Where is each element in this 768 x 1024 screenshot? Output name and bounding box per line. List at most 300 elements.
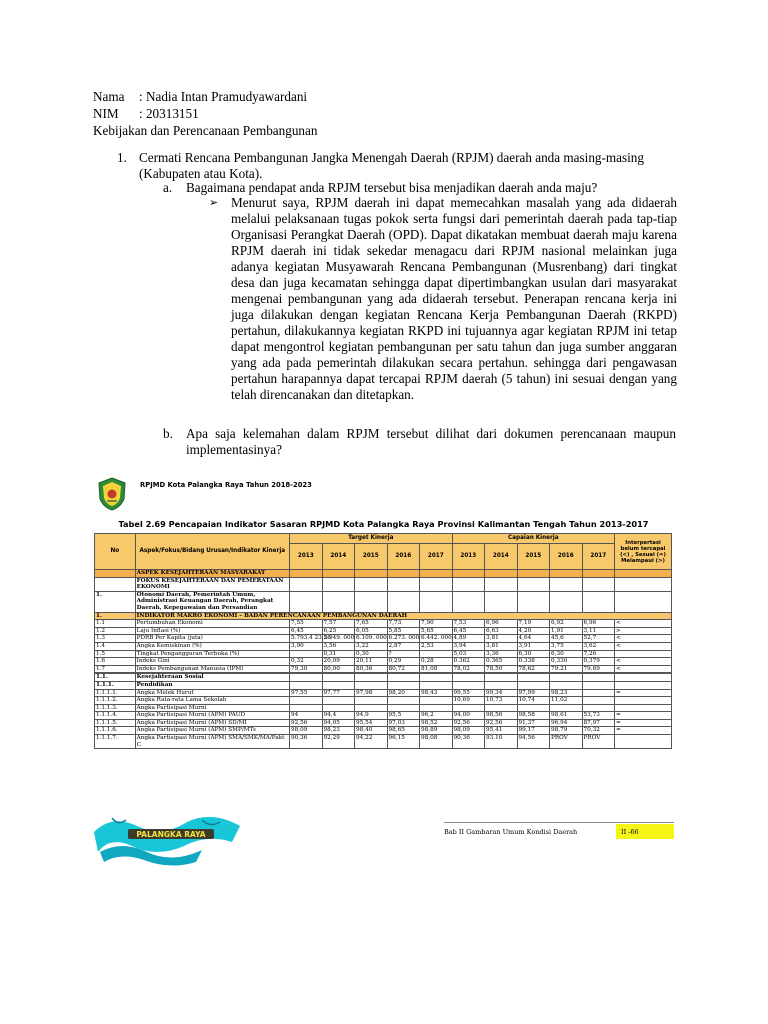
table-cell [582, 591, 615, 612]
year-header: 2016 [550, 544, 583, 570]
table-cell [517, 704, 550, 712]
table-cell: PDRB Per Kapita (juta) [135, 635, 289, 643]
table-cell: < [615, 620, 672, 628]
col-no: No [95, 534, 136, 570]
table-cell: Angka Partisipasi Murni [135, 704, 289, 712]
table-row [95, 612, 672, 620]
table-cell [290, 674, 323, 682]
palangka-raya-banner-logo [92, 812, 242, 864]
name-label: Nama [93, 89, 125, 104]
table-row [95, 620, 672, 628]
table-row [95, 650, 672, 658]
table-cell: 10,69 [452, 697, 485, 705]
table-cell: 98,40 [355, 727, 388, 735]
table-cell: 87,97 [582, 719, 615, 727]
table-cell: INDIKATOR MAKRO EKONOMI – BADAN PERENCANAAN PEMBANGUNAN DAERAH [135, 612, 671, 620]
table-cell: 92,56 [290, 719, 323, 727]
table-cell: 5,85 [387, 627, 420, 635]
table-cell: = [615, 712, 672, 720]
table-cell [355, 577, 388, 591]
table-cell: 3,22 [355, 642, 388, 650]
palangka-raya-emblem-icon [97, 477, 127, 511]
table-cell: 98,52 [420, 719, 453, 727]
table-cell [290, 570, 323, 578]
table-row [95, 719, 672, 727]
table-cell: 0,379 [582, 658, 615, 666]
table-cell: Angka Rata-rata Lama Sekolah [135, 697, 289, 705]
table-cell: 1.1.1.2. [95, 697, 136, 705]
table-cell [322, 577, 355, 591]
table-cell [517, 681, 550, 689]
table-cell: 7,65 [355, 620, 388, 628]
table-cell: 4,89 [452, 635, 485, 643]
table-row [95, 665, 672, 673]
table-cell: 53,73 [582, 712, 615, 720]
table-cell [420, 650, 453, 658]
name-value: : Nadia Intan Pramudyawardani [139, 89, 308, 104]
table-cell [355, 697, 388, 705]
table-cell: Laju Inflasi (%) [135, 627, 289, 635]
table-cell: 96,15 [387, 735, 420, 749]
table-cell: 45,6 [550, 635, 583, 643]
table-cell [582, 681, 615, 689]
table-cell [387, 697, 420, 705]
table-cell: 7,73 [387, 620, 420, 628]
table-cell: 2,87 [387, 642, 420, 650]
table-cell: Angka Melek Huruf [135, 689, 289, 697]
table-cell [322, 674, 355, 682]
table-cell: Angka Partisipasi Murni (APM) SMA/SMK/MA/Pakt C [135, 735, 289, 749]
table-cell: 0,30 [355, 650, 388, 658]
table-cell: 1.1.1.5. [95, 719, 136, 727]
table-cell: 1.1.1.7. [95, 735, 136, 749]
table-cell: 98,08 [420, 735, 453, 749]
table-row [95, 591, 672, 612]
table-cell: 90,36 [452, 735, 485, 749]
table-cell: 0,29 [387, 658, 420, 666]
table-row [95, 689, 672, 697]
table-cell: = [615, 689, 672, 697]
table-cell [615, 650, 672, 658]
table-cell: 94 [290, 712, 323, 720]
table-cell: = [615, 727, 672, 735]
table-cell: Indeks Pembangunan Manusia (IPM) [135, 665, 289, 673]
table-cell [322, 704, 355, 712]
table-cell: Angka Kemiskinan (%) [135, 642, 289, 650]
table-cell [420, 697, 453, 705]
table-cell: 52,7 [582, 635, 615, 643]
table-cell: 0,28 [420, 658, 453, 666]
year-header: 2016 [387, 544, 420, 570]
table-cell [550, 681, 583, 689]
table-cell: ? [387, 650, 420, 658]
course-title: Kebijakan dan Perencanaan Pembangunan [93, 123, 318, 138]
table-cell [485, 681, 518, 689]
table-cell: 92,56 [452, 719, 485, 727]
table-cell: 79,30 [290, 665, 323, 673]
table-cell: 7,53 [452, 620, 485, 628]
table-cell [290, 681, 323, 689]
table-cell: 7,26 [582, 650, 615, 658]
table-cell: 94,9 [355, 712, 388, 720]
answer-paragraph: Menurut saya, RPJM daerah ini dapat memecahkan masalah yang ada didaerah melalui pelaksanaan tugas pokok serta fungsi dari pemerintah daerah pada tap-tiap Organisasi Perangkat Daerah (OPD). Dapat dikatakan membuat daerah maju karena RPJM daerah ini tidak sekedar menagacu dari RPJM nasional melainkan juga adanya kegiatan Musyawarah Rencana Pembangunan (Musrenbang) dari tingkat desa dan juga kecamatan sehingga dapat dipertimbangkan usulan dari masyarakat mengenai pembangunan yang ada didaerah tersebut. Penerapan rencana kerja ini juga dilakukan dengan kegiatan Rencana Kerja Pembangunan Daerah (RKPD) pertahun, dilakukannya kegiatan RKPD ini tujuannya agar kegiatan RPJM ini tetap dapat mengontrol kegiatan pembangunan per satu tahun dan juga sumber anggaran yang ada pada pemerintah dilakukan secara pertahun. sehingga dari pengawasan pertahun harapannya dapat tercapai RPJM daerah (5 tahun) ini sesuai dengan yang telah direncanakan dan ditetapkan. [231, 195, 677, 402]
table-cell [582, 674, 615, 682]
table-row [95, 635, 672, 643]
table-cell: 0,32 [290, 658, 323, 666]
table-cell [290, 704, 323, 712]
table-cell: 1. [95, 612, 136, 620]
table-cell: Angka Partisipasi Murni (APM) PAUD [135, 712, 289, 720]
indicator-table [94, 533, 672, 749]
table-cell [582, 704, 615, 712]
col-capaian: Capaian Kinerja [452, 534, 615, 544]
table-cell: 97,03 [387, 719, 420, 727]
table-cell: PROV [582, 735, 615, 749]
table-cell: 3,11 [582, 627, 615, 635]
table-cell [485, 591, 518, 612]
question-1a-letter: a. [163, 180, 173, 195]
table-cell [290, 591, 323, 612]
table-cell: 78,50 [485, 665, 518, 673]
table-cell [355, 591, 388, 612]
table-body [95, 570, 672, 749]
table-cell: 98,61 [550, 712, 583, 720]
year-header: 2015 [517, 544, 550, 570]
table-cell: 1. [95, 591, 136, 612]
table-row [95, 658, 672, 666]
table-cell: 3,81 [485, 635, 518, 643]
table-cell: 96,2 [420, 712, 453, 720]
table-cell: 98,23 [550, 689, 583, 697]
table-cell: 1.1. [95, 674, 136, 682]
table-row [95, 642, 672, 650]
table-cell [290, 650, 323, 658]
col-target: Target Kinerja [290, 534, 453, 544]
table-cell: 7,90 [420, 620, 453, 628]
table-cell: 4,20 [517, 627, 550, 635]
table-cell [615, 674, 672, 682]
table-cell [322, 681, 355, 689]
table-cell: 0.362 [452, 658, 485, 666]
table-cell: 94,22 [355, 735, 388, 749]
year-header: 2017 [582, 544, 615, 570]
table-row [95, 627, 672, 635]
table-cell: 1.2 [95, 627, 136, 635]
table-cell: 6,30 [550, 650, 583, 658]
year-header: 2013 [290, 544, 323, 570]
table-cell: 79.69 [582, 665, 615, 673]
table-cell: 6,45 [452, 627, 485, 635]
table-row [95, 704, 672, 712]
table-row [95, 681, 672, 689]
table-cell: 97,99 [517, 689, 550, 697]
table-cell [615, 697, 672, 705]
table-cell: Kesejahteraan Sosial [135, 674, 289, 682]
table-cell: 1.4 [95, 642, 136, 650]
table-cell [452, 577, 485, 591]
table-cell [615, 570, 672, 578]
table-cell: 7,57 [322, 620, 355, 628]
table-cell: 7,55 [290, 620, 323, 628]
table-cell [485, 577, 518, 591]
col-interpretasi: Interpertasi belum tercapai (<) , Sesuai (=) Melampaui (>) [615, 534, 672, 570]
table-cell: 1.1 [95, 620, 136, 628]
table-cell [95, 570, 136, 578]
table-cell [517, 591, 550, 612]
table-cell [355, 704, 388, 712]
table-cell [387, 577, 420, 591]
table-cell [420, 704, 453, 712]
table-cell: 95,54 [355, 719, 388, 727]
table-cell [452, 681, 485, 689]
table-cell: 0.365 [485, 658, 518, 666]
table-cell: 5,03 [452, 650, 485, 658]
table-cell: 6,05 [355, 627, 388, 635]
table-row [95, 674, 672, 682]
table-cell [550, 674, 583, 682]
table-cell: 11,02 [550, 697, 583, 705]
year-header: 2014 [485, 544, 518, 570]
table-cell: 98,09 [290, 727, 323, 735]
table-cell [355, 681, 388, 689]
table-cell: 97,77 [322, 689, 355, 697]
table-cell: 95,5 [387, 712, 420, 720]
table-cell: 91,37 [517, 719, 550, 727]
table-row [95, 727, 672, 735]
table-cell [550, 570, 583, 578]
year-header: 2015 [355, 544, 388, 570]
table-cell: 98,58 [517, 712, 550, 720]
table-cell [517, 570, 550, 578]
table-cell [420, 674, 453, 682]
table-cell: 3,62 [582, 642, 615, 650]
table-cell [387, 704, 420, 712]
table-cell: 78,62 [517, 665, 550, 673]
table-cell: 99,17 [517, 727, 550, 735]
table-cell [485, 674, 518, 682]
table-cell [387, 681, 420, 689]
table-cell: 0.338 [517, 658, 550, 666]
table-cell: 6,96 [485, 620, 518, 628]
table-cell: 6,96 [582, 620, 615, 628]
table-cell: 1.3 [95, 635, 136, 643]
table-cell [550, 704, 583, 712]
year-header: 2014 [322, 544, 355, 570]
table-cell: 78,02 [452, 665, 485, 673]
table-cell: 70,32 [582, 727, 615, 735]
table-cell: 5.949. 000 [323, 635, 355, 642]
table-cell: Angka Partisipasi Murni (APM) SD/MI [135, 719, 289, 727]
table-cell: 0,31 [322, 650, 355, 658]
table-row [95, 735, 672, 749]
question-1a-text: Bagaimana pendapat anda RPJM tersebut bisa menjadikan daerah anda maju? [186, 180, 598, 195]
table-title: Tabel 2.69 Pencapaian Indikator Sasaran RPJMD Kota Palangka Raya Provinsi Kalimantan Tengah Tahun 2013-2017 [118, 519, 649, 529]
table-cell: < [615, 642, 672, 650]
table-row [95, 697, 672, 705]
table-cell [452, 674, 485, 682]
table-cell: 95,41 [485, 727, 518, 735]
table-cell: = [615, 719, 672, 727]
table-cell: 94,00 [452, 712, 485, 720]
bullet-arrow-icon: ➢ [209, 196, 219, 209]
table-cell [355, 570, 388, 578]
table-row [95, 577, 672, 591]
table-cell: 1.1.1.1. [95, 689, 136, 697]
table-cell: 3,90 [290, 642, 323, 650]
table-cell: 1.6 [95, 658, 136, 666]
table-cell: 98,43 [420, 689, 453, 697]
table-cell: 6.273. 000 [388, 635, 420, 642]
table-cell: 1,91 [550, 627, 583, 635]
table-cell [452, 704, 485, 712]
table-cell: 1.7 [95, 665, 136, 673]
table-cell [582, 689, 615, 697]
table-cell: 6,25 [322, 627, 355, 635]
table-cell [550, 577, 583, 591]
table-cell: 1.1.1.6. [95, 727, 136, 735]
name-line [93, 88, 317, 105]
table-cell: Indeks Gini [135, 658, 289, 666]
year-header: 2013 [452, 544, 485, 570]
table-cell: 99,34 [485, 689, 518, 697]
table-cell: 5.793.4 23,26 [291, 635, 331, 642]
table-cell [615, 681, 672, 689]
table-cell: 98,56 [485, 712, 518, 720]
table-cell [387, 674, 420, 682]
table-cell: 3,91 [517, 642, 550, 650]
table-cell: 1.1.1.3. [95, 704, 136, 712]
table-cell: 6.442. 000 [421, 635, 452, 642]
table-cell: 1.1.1. [95, 681, 136, 689]
table-cell [615, 704, 672, 712]
table-cell: 1.1.1.4. [95, 712, 136, 720]
table-cell [420, 681, 453, 689]
table-cell: 80,36 [355, 665, 388, 673]
table-cell: > [615, 627, 672, 635]
table-cell: 90,36 [290, 735, 323, 749]
table-cell: 98,09 [452, 727, 485, 735]
table-cell: 1.5 [95, 650, 136, 658]
table-cell: 96,94 [550, 719, 583, 727]
table-cell [550, 591, 583, 612]
table-cell: 98,23 [322, 727, 355, 735]
table-cell [420, 577, 453, 591]
table-cell: FOKUS KESEJAHTERAAN DAN PEMERATAAN EKONOMI [135, 577, 289, 591]
table-cell [290, 577, 323, 591]
table-cell: 81,08 [420, 665, 453, 673]
table-cell [95, 577, 136, 591]
table-cell: 94,05 [322, 719, 355, 727]
question-1-number: 1. [117, 150, 127, 165]
table-row [95, 570, 672, 578]
table-cell: Otonomi Daerah, Pemerintah Umum, Administrasi Keuangan Daerah, Perangkat Daerah, Kepegawaian dan Persandian [135, 591, 289, 612]
footer-rule [444, 822, 674, 823]
table-cell: 3,56 [322, 642, 355, 650]
table-cell: 5,65 [420, 627, 453, 635]
table-cell: 98,79 [550, 727, 583, 735]
table-cell: 93,10 [485, 735, 518, 749]
rpjmd-title: RPJMD Kota Palangka Raya Tahun 2018-2023 [140, 481, 312, 489]
table-cell: < [615, 635, 672, 643]
table-cell [355, 674, 388, 682]
table-cell: Angka Partisipasi Murni (APM) SMP/MTs [135, 727, 289, 735]
table-cell [517, 674, 550, 682]
table-cell: 94,4 [322, 712, 355, 720]
table-cell: 92,29 [322, 735, 355, 749]
nim-line [93, 105, 317, 122]
table-cell [322, 570, 355, 578]
table-cell [615, 591, 672, 612]
table-cell: 10,73 [485, 697, 518, 705]
table-cell: 20,09 [322, 658, 355, 666]
table-cell: 6,45 [290, 627, 323, 635]
table-cell [615, 735, 672, 749]
table-cell: 94,56 [517, 735, 550, 749]
table-cell [517, 577, 550, 591]
table-cell: 79.21 [550, 665, 583, 673]
nim-value: : 20313151 [139, 106, 199, 121]
banner-logo-text: PALANGKA RAYA [136, 830, 206, 839]
table-cell [582, 570, 615, 578]
table-cell: 20,11 [355, 658, 388, 666]
table-cell [582, 697, 615, 705]
table-cell: 0,330 [550, 658, 583, 666]
table-cell: Pendidikan [135, 681, 289, 689]
table-cell: 98,89 [420, 727, 453, 735]
question-1b-letter: b. [163, 426, 173, 441]
table-cell: ASPEK KESEJAHTERAAN MASYARAKAT [135, 570, 289, 578]
table-cell [485, 704, 518, 712]
table-cell: Tingkat Pengangguran Terbuka (%) [135, 650, 289, 658]
table-cell: < [615, 658, 672, 666]
rpjmd-document-excerpt [92, 467, 675, 879]
year-header: 2017 [420, 544, 453, 570]
table-cell [322, 697, 355, 705]
table-cell: 6.109. 000 [356, 635, 387, 642]
col-aspek: Aspek/Fokus/Bidang Urusan/Indikator Kinerja [135, 534, 289, 570]
table-cell: PROV [550, 735, 583, 749]
table-cell: 80,00 [322, 665, 355, 673]
table-cell [322, 591, 355, 612]
question-1b-text: Apa saja kelemahan dalam RPJM tersebut dilihat dari dokumen perencanaan maupun implementasinya? [186, 426, 676, 457]
table-cell [485, 570, 518, 578]
table-cell: 6,30 [517, 650, 550, 658]
table-cell: Pertumbuhan Ekonomi [135, 620, 289, 628]
table-cell: 2,53 [420, 642, 453, 650]
table-cell [582, 577, 615, 591]
table-cell [387, 591, 420, 612]
nim-label: NIM [93, 106, 119, 121]
table-cell: 3,36 [485, 650, 518, 658]
table-cell: 97,98 [355, 689, 388, 697]
table-cell: 98,65 [387, 727, 420, 735]
question-1-text: Cermati Rencana Pembangunan Jangka Menengah Daerah (RPJM) daerah anda masing-masing (Kabupaten atau Kota). [139, 150, 644, 181]
table-cell: < [615, 665, 672, 673]
table-cell [615, 577, 672, 591]
table-cell [420, 570, 453, 578]
table-cell: 92,56 [485, 719, 518, 727]
table-cell: 3,94 [452, 642, 485, 650]
table-cell [290, 697, 323, 705]
table-cell: 3,81 [485, 642, 518, 650]
table-cell: 98,20 [387, 689, 420, 697]
table-cell: 3,75 [550, 642, 583, 650]
table-row [95, 712, 672, 720]
table-cell: 10,74 [517, 697, 550, 705]
table-cell: 6,92 [550, 620, 583, 628]
table-cell [452, 591, 485, 612]
footer-page-number: II -66 [616, 824, 674, 839]
